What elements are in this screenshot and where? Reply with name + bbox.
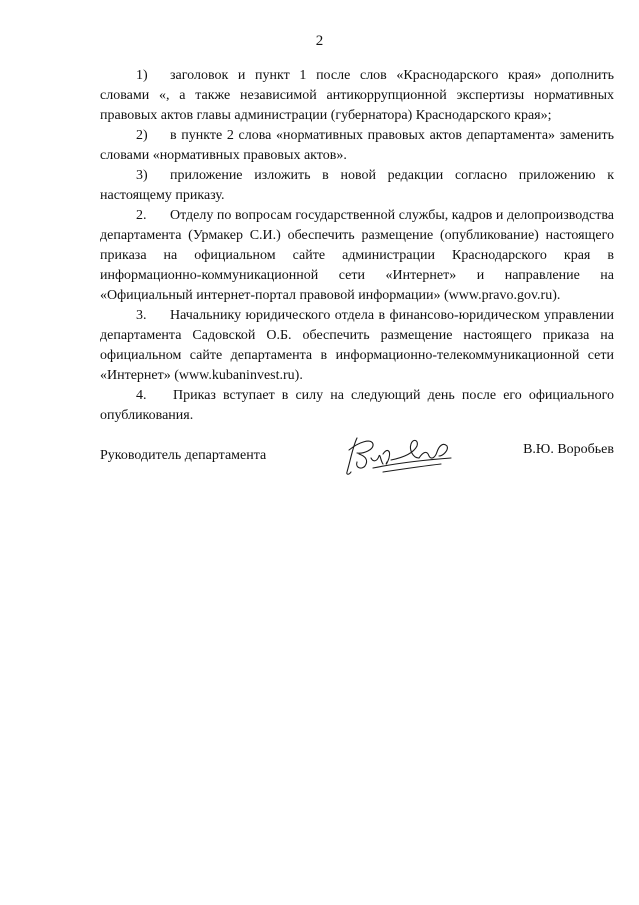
item-number: 4. (136, 388, 147, 403)
item-number: 2. (136, 208, 147, 223)
signatory-name: В.Ю. Воробьев (523, 442, 614, 457)
amendment-item-2 (100, 126, 614, 166)
item-number: 3. (136, 308, 147, 323)
item-text: в пункте 2 слова «нормативных правовых актов департамента» заменить словами «нормативных правовых актов». (100, 128, 614, 163)
order-clause-3 (100, 306, 614, 386)
document-body (100, 66, 614, 426)
item-number: 1) (136, 68, 148, 83)
item-text: приложение изложить в новой редакции согласно приложению к настоящему приказу. (100, 168, 614, 203)
item-number: 3) (136, 168, 148, 183)
amendment-item-3 (100, 166, 614, 206)
signature-block (100, 438, 614, 478)
item-text: Начальнику юридического отдела в финансово-юридическом управлении департамента Садовской О.Б. обеспечить размещение настоящего приказа на официальном сайте департамента в информационно-телекоммуникационной сети «Интернет» (www.kubaninvest.ru). (100, 308, 614, 383)
item-text: Отделу по вопросам государственной службы, кадров и делопроизводства департамента (Урмакер С.И.) обеспечить размещение (опубликование) настоящего приказа на официальном сайте администрации Краснодарского края в информационно-коммуникационной сети «Интернет» и направление на «Официальный интернет-портал правовой информации» (www.pravo.gov.ru). (100, 208, 614, 303)
order-clause-2 (100, 206, 614, 306)
handwritten-signature (343, 428, 455, 478)
item-text: заголовок и пункт 1 после слов «Краснодарского края» дополнить словами «, а также независимой антикоррупционной экспертизы нормативных правовых актов главы администрации (губернатора) Краснодарского края»; (100, 68, 614, 123)
page-number: 2 (315, 33, 324, 49)
item-text: Приказ вступает в силу на следующий день после его официального опубликования. (100, 388, 614, 423)
item-number: 2) (136, 128, 148, 143)
order-clause-4 (100, 386, 614, 426)
signatory-role: Руководитель департамента (100, 448, 267, 463)
amendment-item-1 (100, 66, 614, 126)
